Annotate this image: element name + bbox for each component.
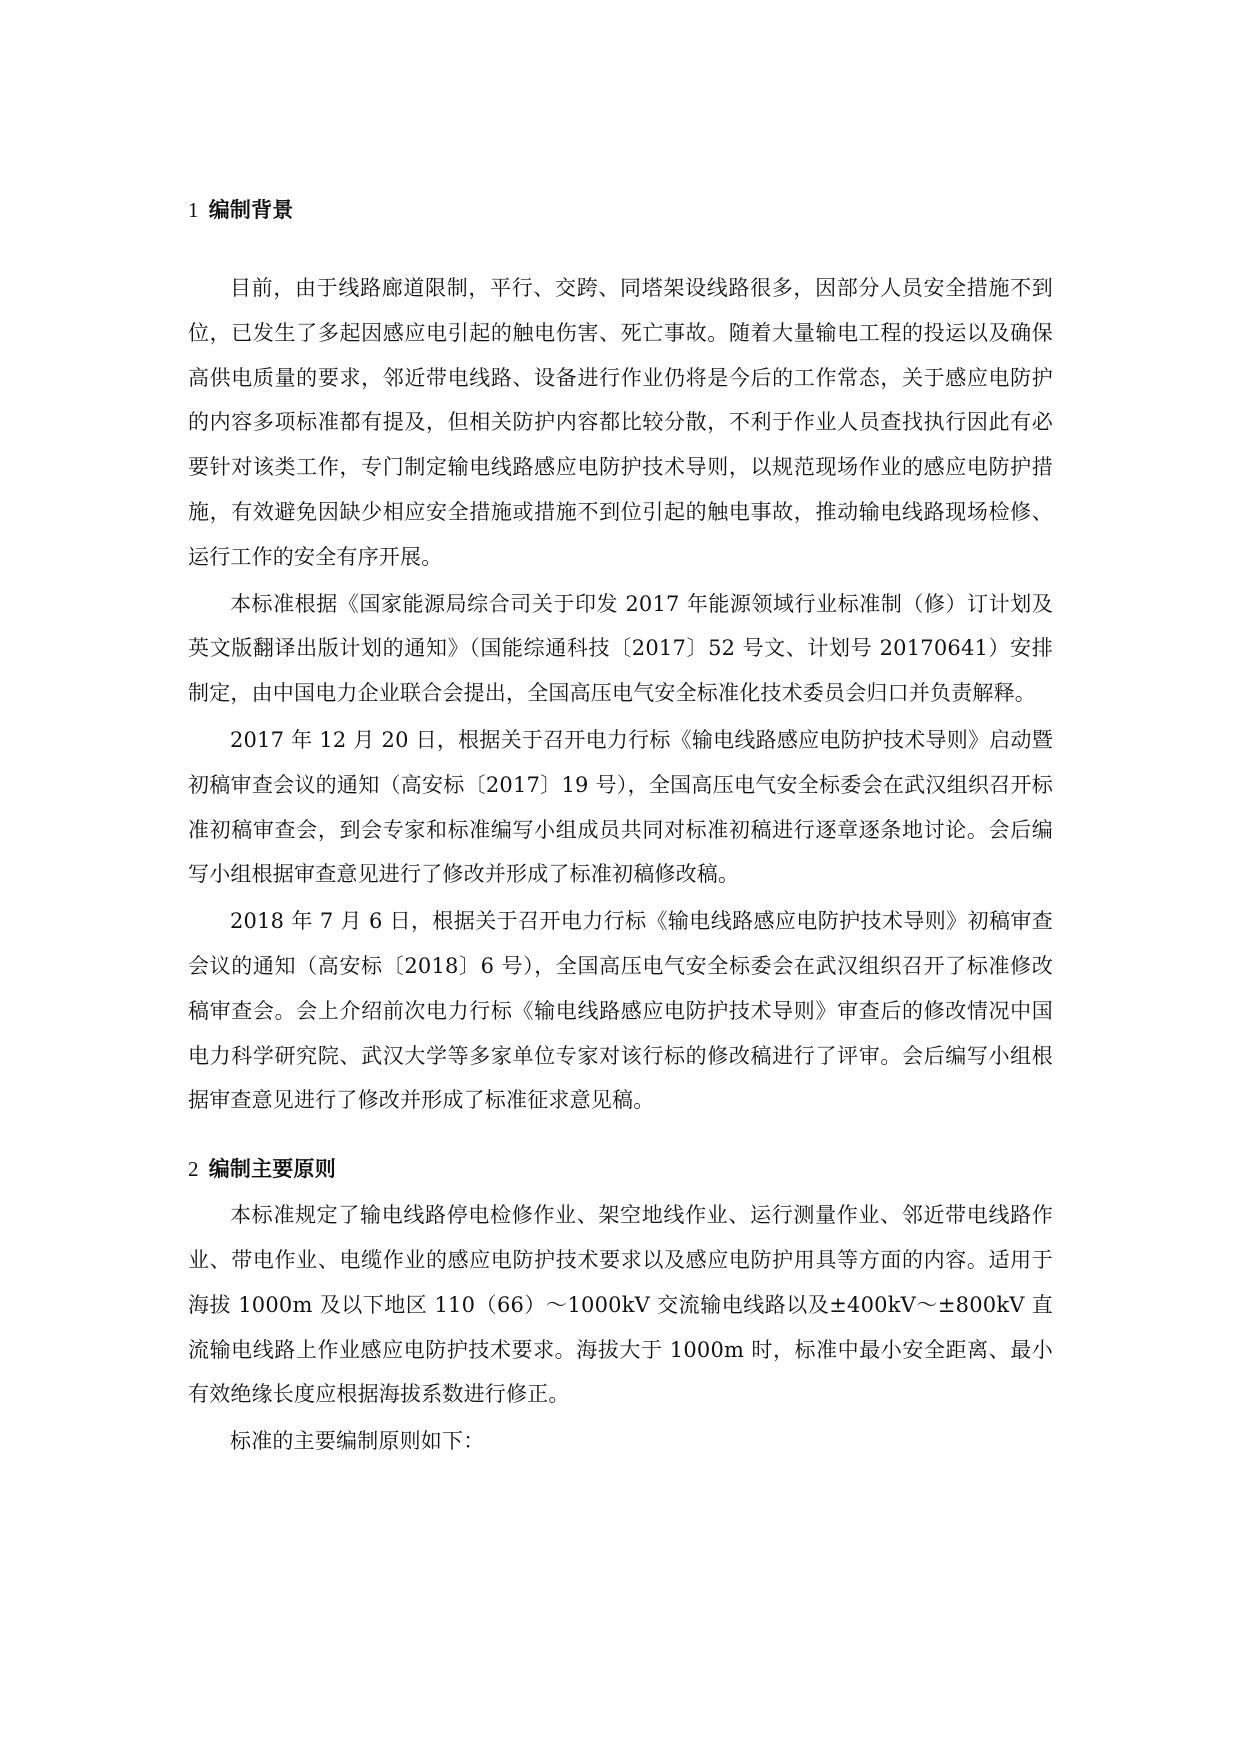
section-2-paragraph-2: 标准的主要编制原则如下： [230, 1429, 485, 1454]
section-2-heading [188, 1147, 1053, 1191]
page-content [188, 188, 1053, 1466]
section-2-title: 编制主要原则 [208, 1157, 336, 1182]
section-2-number: 2 [188, 1157, 199, 1182]
section-1-paragraph-3: 2017 年 12 月 20 日，根据关于召开电力行标《输电线路感应电防护技术导则》启动暨初稿审查会议的通知（高安标〔2017〕19 号），全国高压电气安全标委会在武汉组织召开标准初稿审查会，到会专家和标准编写小组成员共同对标准初稿进行逐章逐条地讨论。会后编写小组根据审查意见进行了修改并形成了标准初稿修改稿。 [188, 727, 1053, 887]
section-1-paragraph-4: 2018 年 7 月 6 日，根据关于召开电力行标《输电线路感应电防护技术导则》初稿审查会议的通知（高安标〔2018〕6 号），全国高压电气安全标委会在武汉组织召开了标准修改稿审查会。会上介绍前次电力行标《输电线路感应电防护技术导则》审查后的修改情况中国电力科学研究院、武汉大学等多家单位专家对该行标的修改稿进行了评审。会后编写小组根据审查意见进行了修改并形成了标准征求意见稿。 [188, 909, 1053, 1113]
section-1-paragraph-1: 目前，由于线路廊道限制，平行、交跨、同塔架设线路很多，因部分人员安全措施不到位，已发生了多起因感应电引起的触电伤害、死亡事故。随着大量输电工程的投运以及确保高供电质量的要求，邻近带电线路、设备进行作业仍将是今后的工作常态，关于感应电防护的内容多项标准都有提及，但相关防护内容都比较分散，不利于作业人员查找执行因此有必要针对该类工作，专门制定输电线路感应电防护技术导则，以规范现场作业的感应电防护措施，有效避免因缺少相应安全措施或措施不到位引起的触电事故，推动输电线路现场检修、运行工作的安全有序开展。 [188, 276, 1053, 569]
section-1-title: 编制背景 [208, 198, 294, 222]
section-2-paragraph-1: 本标准规定了输电线路停电检修作业、架空地线作业、运行测量作业、邻近带电线路作业、带电作业、电缆作业的感应电防护技术要求以及感应电防护用具等方面的内容。适用于海拔 1000m 及以下地区 110（66）～1000kV 交流输电线路以及±400kV～±800kV 直流输电线路上作业感应电防护技术要求。海拔大于 1000m 时，标准中最小安全距离、最小有效绝缘长度应根据海拔系数进行修正。 [188, 1203, 1053, 1407]
section-1-number: 1 [188, 198, 199, 222]
section-1-heading [188, 188, 1053, 232]
section-1-paragraph-2: 本标准根据《国家能源局综合司关于印发 2017 年能源领域行业标准制（修）订计划及英文版翻译出版计划的通知》（国能综通科技〔2017〕52 号文、计划号 20170641）安排制定，由中国电力企业联合会提出，全国高压电气安全标准化技术委员会归口并负责解释。 [188, 591, 1053, 706]
